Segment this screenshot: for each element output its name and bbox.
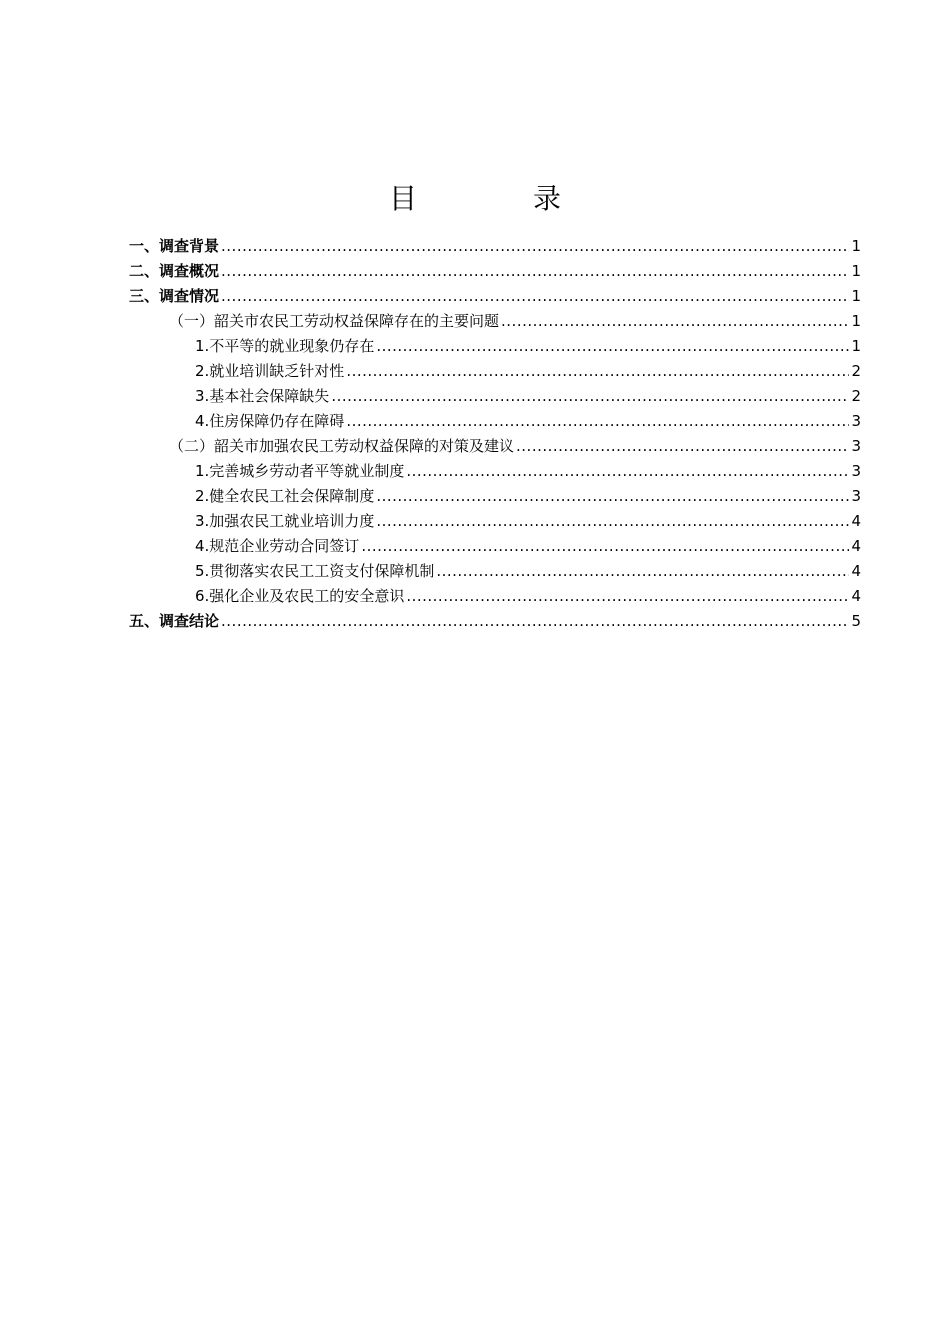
toc-entry-text: 4.规范企业劳动合同签订 bbox=[195, 537, 360, 555]
toc-dot-leader bbox=[221, 259, 849, 284]
toc-page-number: 1 bbox=[851, 312, 861, 330]
toc-dot-leader bbox=[406, 459, 849, 484]
toc-entry-unequal-employment[interactable] bbox=[129, 334, 861, 359]
toc-entry-countermeasures[interactable] bbox=[129, 434, 861, 459]
toc-page-number: 4 bbox=[851, 537, 861, 555]
toc-page-number: 4 bbox=[851, 562, 861, 580]
toc-dot-leader bbox=[376, 334, 849, 359]
toc-entry-housing-obstacles[interactable] bbox=[129, 409, 861, 434]
toc-entry-text: 2.健全农民工社会保障制度 bbox=[195, 487, 375, 505]
toc-entry-text: （一）韶关市农民工劳动权益保障存在的主要问题 bbox=[169, 312, 500, 330]
toc-entry-social-security-system[interactable] bbox=[129, 484, 861, 509]
toc-dot-leader bbox=[376, 509, 849, 534]
toc-dot-leader bbox=[376, 484, 849, 509]
toc-entry-safety-awareness[interactable] bbox=[129, 584, 861, 609]
toc-page-number: 3 bbox=[851, 437, 861, 455]
toc-dot-leader bbox=[346, 409, 849, 434]
toc-page-number: 3 bbox=[851, 462, 861, 480]
toc-entry-main-problems[interactable] bbox=[129, 309, 861, 334]
toc-entry-wage-payment-mechanism[interactable] bbox=[129, 559, 861, 584]
toc-entry-survey-situation[interactable] bbox=[129, 284, 861, 309]
toc-entry-text: 一、调查背景 bbox=[129, 237, 220, 255]
toc-dot-leader bbox=[331, 384, 849, 409]
toc-page-number: 3 bbox=[851, 487, 861, 505]
toc-entry-text: 三、调查情况 bbox=[129, 287, 220, 305]
toc-page-number: 2 bbox=[851, 387, 861, 405]
toc-entry-text: 五、调查结论 bbox=[129, 612, 220, 630]
toc-entry-text: 二、调查概况 bbox=[129, 262, 220, 280]
toc-dot-leader bbox=[221, 284, 849, 309]
toc-page-number: 1 bbox=[851, 287, 861, 305]
toc-entry-survey-overview[interactable] bbox=[129, 259, 861, 284]
toc-entry-survey-conclusion[interactable] bbox=[129, 609, 861, 634]
toc-entry-labor-contracts[interactable] bbox=[129, 534, 861, 559]
toc-page-number: 4 bbox=[851, 512, 861, 530]
toc-entry-survey-background[interactable] bbox=[129, 234, 861, 259]
toc-entry-text: 5.贯彻落实农民工工资支付保障机制 bbox=[195, 562, 435, 580]
toc-entry-text: 3.基本社会保障缺失 bbox=[195, 387, 330, 405]
toc-entry-equal-employment-system[interactable] bbox=[129, 459, 861, 484]
toc-dot-leader bbox=[221, 234, 849, 259]
toc-page-number: 3 bbox=[851, 412, 861, 430]
toc-dot-leader bbox=[406, 584, 849, 609]
toc-page-number: 1 bbox=[851, 337, 861, 355]
table-of-contents bbox=[129, 234, 861, 634]
toc-entry-text: 4.住房保障仍存在障碍 bbox=[195, 412, 345, 430]
toc-page-number: 2 bbox=[851, 362, 861, 380]
toc-dot-leader bbox=[516, 434, 849, 459]
toc-entry-text: 1.完善城乡劳动者平等就业制度 bbox=[195, 462, 405, 480]
toc-page-number: 1 bbox=[851, 262, 861, 280]
toc-entry-text: 2.就业培训缺乏针对性 bbox=[195, 362, 345, 380]
toc-dot-leader bbox=[501, 309, 849, 334]
toc-page-number: 4 bbox=[851, 587, 861, 605]
toc-dot-leader bbox=[221, 609, 849, 634]
toc-dot-leader bbox=[436, 559, 849, 584]
toc-entry-strengthen-training[interactable] bbox=[129, 509, 861, 534]
toc-entry-text: 1.不平等的就业现象仍存在 bbox=[195, 337, 375, 355]
toc-entry-training-lacks-focus[interactable] bbox=[129, 359, 861, 384]
toc-title: 目 录 bbox=[388, 181, 605, 215]
toc-dot-leader bbox=[361, 534, 849, 559]
toc-page-number: 1 bbox=[851, 237, 861, 255]
toc-page-number: 5 bbox=[851, 612, 861, 630]
toc-entry-social-security-missing[interactable] bbox=[129, 384, 861, 409]
toc-entry-text: （二）韶关市加强农民工劳动权益保障的对策及建议 bbox=[169, 437, 515, 455]
toc-entry-text: 6.强化企业及农民工的安全意识 bbox=[195, 587, 405, 605]
toc-entry-text: 3.加强农民工就业培训力度 bbox=[195, 512, 375, 530]
toc-dot-leader bbox=[346, 359, 849, 384]
